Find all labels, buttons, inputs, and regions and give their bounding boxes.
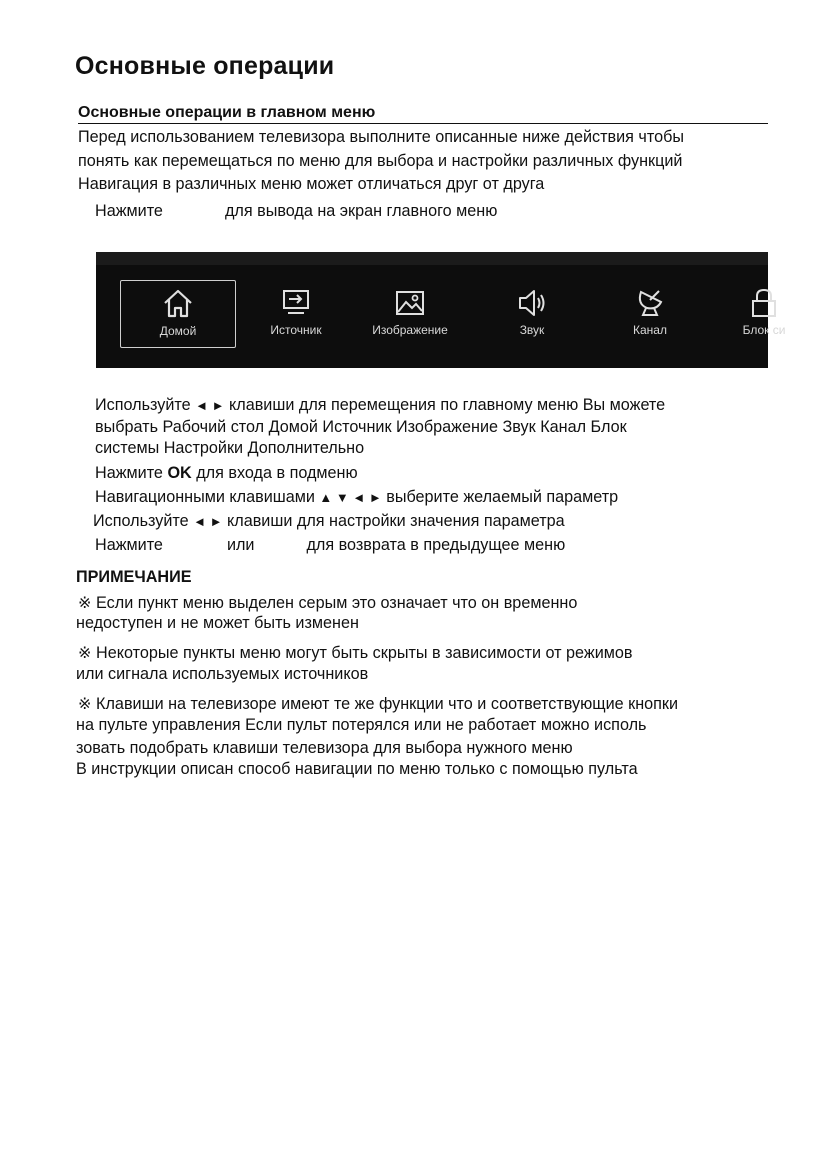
menu-item-label: Блок си: [742, 323, 786, 337]
menu-item-lock[interactable]: [706, 280, 822, 348]
intro-line-2: понять как перемещаться по меню для выбора и настройки различных функций: [78, 152, 683, 170]
satellite-icon: [633, 286, 667, 320]
step-4-before: Навигационными клавишами: [95, 488, 315, 506]
note-3-line-1: ※ Клавиши на телевизоре имеют те же функции что и соответствующие кнопки: [78, 695, 679, 713]
menu-item-label: Изображение: [372, 323, 448, 337]
step-1-after: для вывода на экран главного меню: [224, 202, 498, 220]
speaker-icon: [515, 286, 549, 320]
menu-item-image[interactable]: [352, 280, 468, 348]
step-4-after: выберите желаемый параметр: [386, 488, 619, 506]
step-1-before: Нажмите: [95, 202, 163, 220]
note-2-line-1: ※ Некоторые пункты меню могут быть скрыты в зависимости от режимов: [78, 644, 633, 662]
note-1-line-1: ※ Если пункт меню выделен серым это означает что он временно: [78, 594, 578, 612]
note-1-line-2: недоступен и не может быть изменен: [76, 614, 359, 632]
page-title: Основные операции: [75, 52, 335, 80]
step-6-or: или: [226, 536, 255, 554]
step-3: [95, 464, 358, 483]
step-2-start: Используйте: [95, 396, 191, 414]
ok-key-label: OK: [167, 464, 192, 482]
menu-item-label: Домой: [159, 324, 197, 338]
tv-home-menu-bar: [96, 252, 786, 368]
step-3-before: Нажмите: [95, 464, 163, 482]
note-3-line-3: зовать подобрать клавиши телевизора для выбора нужного меню: [76, 739, 573, 757]
intro-line-1: Перед использованием телевизора выполните описанные ниже действия чтобы: [78, 128, 684, 146]
menu-item-home[interactable]: [120, 280, 236, 348]
step-6: [95, 536, 565, 555]
image-icon: [393, 286, 427, 320]
note-heading: ПРИМЕЧАНИЕ: [76, 568, 192, 586]
step-6-after: для возврата в предыдущее меню: [306, 536, 566, 554]
step-2-line-3: системы Настройки Дополнительно: [95, 439, 365, 457]
menu-item-label: Источник: [270, 323, 322, 337]
note-3-line-4: В инструкции описан способ навигации по меню только с помощью пульта: [76, 760, 638, 778]
lock-icon: [747, 286, 781, 320]
left-right-arrows: ◄ ►: [195, 398, 225, 413]
tv-menu-top-strip: [96, 252, 768, 265]
direction-arrows: ▲ ▼ ◄ ►: [319, 490, 382, 505]
step-5: [93, 512, 565, 531]
menu-item-channel[interactable]: [592, 280, 708, 348]
section-subtitle: Основные операции в главном меню: [78, 104, 376, 121]
note-2-line-2: или сигнала используемых источников: [76, 665, 369, 683]
step-2-line-1: [95, 396, 665, 415]
menu-item-label: Звук: [519, 323, 545, 337]
step-5-before: Используйте: [93, 512, 189, 530]
step-4: [95, 488, 618, 507]
home-icon: [161, 287, 195, 321]
step-2-end: клавиши для перемещения по главному меню Вы можете: [229, 396, 666, 414]
menu-item-source[interactable]: [238, 280, 354, 348]
step-2-line-2: выбрать Рабочий стол Домой Источник Изображение Звук Канал Блок: [95, 418, 627, 436]
menu-item-label: Канал: [633, 323, 667, 337]
step-1: [95, 202, 497, 221]
source-icon: [279, 286, 313, 320]
step-6-before: Нажмите: [95, 536, 163, 554]
menu-item-sound[interactable]: [474, 280, 590, 348]
step-5-after: клавиши для настройки значения параметра: [227, 512, 565, 530]
step-3-after: для входа в подменю: [196, 464, 358, 482]
intro-line-3: Навигация в различных меню может отличаться друг от друга: [78, 175, 545, 193]
left-right-arrows: ◄ ►: [193, 514, 223, 529]
note-3-line-2: на пульте управления Если пульт потерялся или не работает можно исполь: [76, 716, 647, 734]
subtitle-underline: [78, 123, 768, 124]
